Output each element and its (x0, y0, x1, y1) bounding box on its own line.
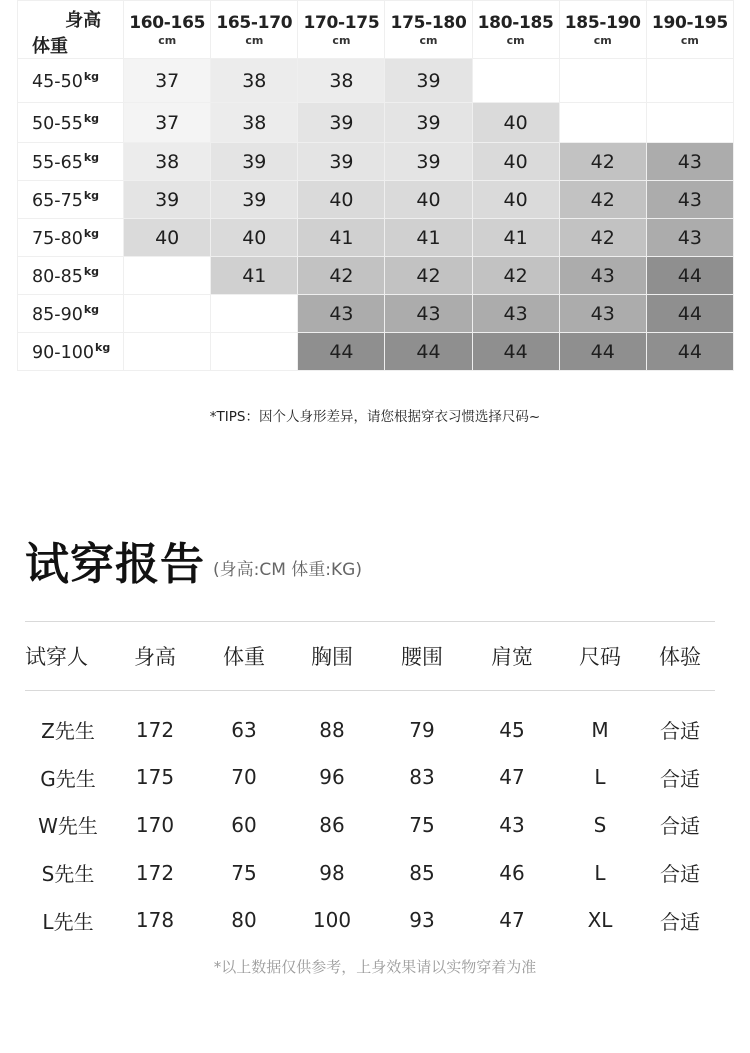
size-cell: 37 (124, 103, 211, 143)
size-cell: 38 (211, 59, 298, 103)
column-header: 尺码 (579, 645, 621, 669)
table-cell: 96 (319, 765, 345, 790)
table-cell: 85 (409, 860, 435, 885)
report-header-row (25, 622, 715, 690)
size-chart-row (18, 219, 734, 257)
table-row (25, 801, 715, 849)
table-cell: 43 (499, 812, 525, 837)
size-cell: 43 (646, 181, 733, 219)
size-cell (124, 295, 211, 333)
size-chart-corner (18, 1, 124, 59)
height-range: 180-185 (477, 13, 554, 33)
table-cell: 45 (499, 717, 525, 742)
table-row (25, 849, 715, 897)
weight-range: 90-100 (32, 342, 94, 363)
table-cell: 47 (499, 765, 525, 790)
size-cell (559, 103, 646, 143)
table-cell: M (591, 717, 609, 742)
weight-range: 65-75 (32, 190, 83, 211)
size-cell: 42 (472, 257, 559, 295)
size-cell (559, 59, 646, 103)
size-cell (472, 59, 559, 103)
size-cell: 42 (559, 219, 646, 257)
table-cell: 63 (231, 717, 257, 742)
table-cell: 合适 (660, 862, 700, 887)
size-cell: 39 (211, 143, 298, 181)
size-cell: 41 (211, 257, 298, 295)
table-cell: W先生 (38, 814, 98, 839)
size-cell: 39 (211, 181, 298, 219)
report-subtitle: (身高:CM 体重:KG) (213, 560, 362, 580)
size-tips: *TIPS：因个人身形差异，请您根据穿衣习惯选择尺码~ (209, 409, 541, 425)
size-cell: 44 (646, 257, 733, 295)
height-col-header (646, 1, 733, 59)
height-range: 185-190 (564, 13, 641, 33)
size-cell (646, 59, 733, 103)
size-chart-row (18, 59, 734, 103)
table-cell: 93 (409, 908, 435, 933)
height-unit: cm (680, 34, 699, 47)
table-cell: 47 (499, 908, 525, 933)
size-cell: 42 (559, 181, 646, 219)
size-cell (124, 257, 211, 295)
weight-unit: kg (83, 150, 100, 164)
size-chart-table (17, 0, 734, 371)
size-cell: 40 (385, 181, 472, 219)
weight-row-header (18, 333, 124, 371)
table-row (25, 754, 715, 802)
table-cell: 合适 (660, 814, 700, 839)
height-col-header (298, 1, 385, 59)
size-chart-row (18, 103, 734, 143)
table-cell: 175 (135, 765, 175, 790)
table-cell: 合适 (660, 766, 700, 791)
table-cell: 合适 (660, 909, 700, 934)
size-cell: 40 (124, 219, 211, 257)
size-cell: 43 (559, 295, 646, 333)
column-header: 试穿人 (25, 645, 88, 669)
report-spacer (25, 690, 715, 706)
table-cell: 合适 (660, 719, 700, 744)
height-range: 170-175 (303, 13, 380, 33)
height-axis-label: 身高 (65, 10, 102, 31)
size-cell: 43 (472, 295, 559, 333)
size-chart-body (18, 59, 734, 371)
weight-unit: kg (83, 69, 100, 83)
size-cell: 42 (559, 143, 646, 181)
weight-row-header (18, 143, 124, 181)
size-cell (211, 295, 298, 333)
size-chart-row (18, 257, 734, 295)
weight-row-header (18, 181, 124, 219)
weight-row-header (18, 219, 124, 257)
weight-unit: kg (83, 111, 100, 125)
size-cell: 39 (385, 143, 472, 181)
height-col-header (385, 1, 472, 59)
weight-range: 45-50 (32, 71, 83, 92)
height-col-header (211, 1, 298, 59)
column-header: 肩宽 (491, 645, 533, 669)
height-unit: cm (332, 34, 351, 47)
table-cell: G先生 (40, 766, 96, 791)
table-cell: 86 (319, 812, 345, 837)
size-cell (124, 333, 211, 371)
weight-unit: kg (83, 302, 100, 316)
size-cell: 39 (385, 59, 472, 103)
weight-row-header (18, 257, 124, 295)
table-cell: 100 (312, 908, 352, 933)
report-title: 试穿报告 (25, 539, 205, 590)
height-col-header (472, 1, 559, 59)
size-cell: 42 (385, 257, 472, 295)
weight-unit: kg (83, 264, 100, 278)
size-cell: 39 (385, 103, 472, 143)
size-cell: 43 (385, 295, 472, 333)
size-cell: 40 (211, 219, 298, 257)
size-cell: 41 (472, 219, 559, 257)
size-cell: 40 (472, 143, 559, 181)
size-cell: 43 (298, 295, 385, 333)
table-cell: 83 (409, 765, 435, 790)
size-cell: 39 (298, 103, 385, 143)
table-cell: 70 (231, 765, 257, 790)
weight-range: 50-55 (32, 113, 83, 134)
report-footnote: *以上数据仅供参考，上身效果请以实物穿着为准 (213, 958, 537, 976)
table-cell: 178 (135, 908, 175, 933)
size-cell: 43 (646, 143, 733, 181)
size-cell: 40 (472, 103, 559, 143)
weight-range: 75-80 (32, 228, 83, 249)
table-cell: 98 (319, 860, 345, 885)
size-cell: 44 (385, 333, 472, 371)
height-range: 190-195 (651, 13, 728, 33)
table-cell: XL (587, 908, 613, 933)
weight-unit: kg (95, 340, 111, 354)
weight-axis-label: 体重 (32, 36, 68, 57)
height-unit: cm (245, 34, 264, 47)
table-cell: S先生 (41, 862, 95, 887)
table-cell: 75 (231, 860, 257, 885)
size-chart-row (18, 143, 734, 181)
height-range: 160-165 (129, 13, 206, 33)
height-unit: cm (593, 34, 612, 47)
size-chart-row (18, 295, 734, 333)
column-header: 身高 (134, 645, 176, 669)
table-cell: Z先生 (41, 719, 95, 744)
table-cell: L (594, 860, 606, 885)
column-header: 胸围 (311, 645, 353, 669)
weight-row-header (18, 59, 124, 103)
table-cell: 75 (409, 812, 435, 837)
height-unit: cm (506, 34, 525, 47)
column-header: 体验 (659, 645, 701, 669)
size-cell: 44 (298, 333, 385, 371)
size-cell: 37 (124, 59, 211, 103)
table-cell: S (593, 812, 607, 837)
size-cell: 38 (124, 143, 211, 181)
table-cell: 172 (135, 860, 175, 885)
table-cell: 172 (135, 717, 175, 742)
table-cell: 80 (231, 908, 257, 933)
table-row (25, 706, 715, 754)
size-cell: 40 (472, 181, 559, 219)
size-cell: 39 (298, 143, 385, 181)
table-cell: 46 (499, 860, 525, 885)
size-cell (646, 103, 733, 143)
size-cell: 38 (211, 103, 298, 143)
size-cell: 41 (385, 219, 472, 257)
weight-unit: kg (83, 188, 100, 202)
height-range: 165-170 (216, 13, 293, 33)
report-table (25, 622, 715, 944)
height-col-header (559, 1, 646, 59)
size-cell: 44 (646, 295, 733, 333)
size-cell: 44 (646, 333, 733, 371)
column-header: 体重 (223, 645, 265, 669)
size-cell (211, 333, 298, 371)
table-cell: 170 (135, 812, 175, 837)
table-cell: L (594, 765, 606, 790)
weight-row-header (18, 103, 124, 143)
size-chart-row (18, 333, 734, 371)
weight-range: 80-85 (32, 266, 83, 287)
table-cell: L先生 (42, 909, 94, 934)
table-cell: 79 (409, 717, 435, 742)
size-cell: 39 (124, 181, 211, 219)
size-chart-header-row (18, 1, 734, 59)
weight-range: 85-90 (32, 304, 83, 325)
height-unit: cm (419, 34, 438, 47)
table-cell: 60 (231, 812, 257, 837)
size-cell: 40 (298, 181, 385, 219)
weight-range: 55-65 (32, 152, 83, 173)
size-cell: 44 (472, 333, 559, 371)
height-unit: cm (158, 34, 177, 47)
size-cell: 44 (559, 333, 646, 371)
size-cell: 43 (559, 257, 646, 295)
column-header: 腰围 (401, 645, 443, 669)
size-cell: 43 (646, 219, 733, 257)
size-chart-row (18, 181, 734, 219)
weight-unit: kg (83, 226, 100, 240)
height-col-header (124, 1, 211, 59)
table-cell: 88 (319, 717, 345, 742)
height-range: 175-180 (390, 13, 467, 33)
weight-row-header (18, 295, 124, 333)
size-cell: 38 (298, 59, 385, 103)
table-row (25, 896, 715, 944)
size-cell: 42 (298, 257, 385, 295)
size-cell: 41 (298, 219, 385, 257)
